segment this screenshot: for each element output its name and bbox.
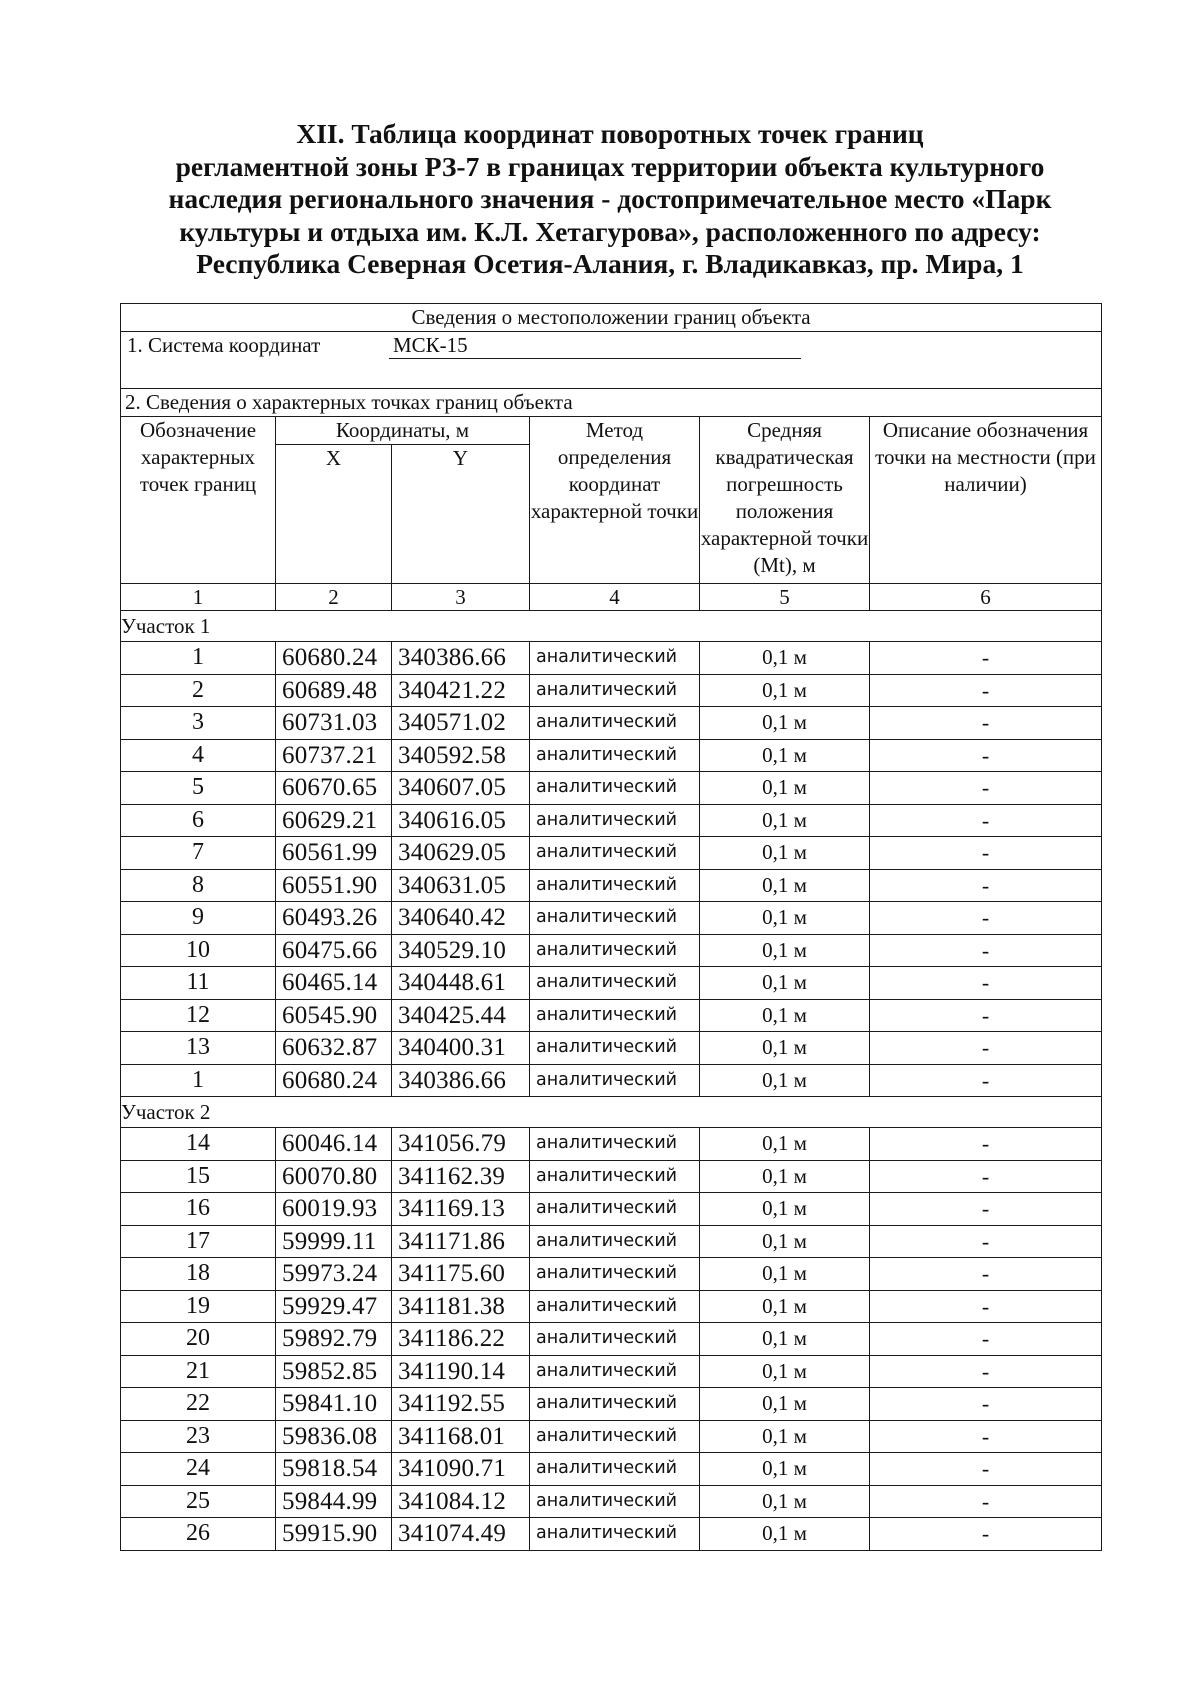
table-row [121, 902, 1102, 935]
section-label: Участок 2 [121, 1097, 1102, 1128]
accuracy-cell: 0,1 м [700, 1518, 870, 1551]
description-cell: - [870, 642, 1102, 675]
coord-system-value: МСК-15 [389, 332, 801, 359]
coord-y: 341192.55 [392, 1388, 530, 1421]
coord-y: 341169.13 [392, 1193, 530, 1226]
heading-line: наследия регионального значения - достопримечательное место «Парк [168, 183, 1052, 214]
point-number: 12 [121, 999, 276, 1032]
accuracy-cell: 0,1 м [700, 902, 870, 935]
point-number: 24 [121, 1453, 276, 1486]
method-cell: аналитический [530, 1128, 700, 1161]
description-cell: - [870, 1128, 1102, 1161]
coord-x: 60561.99 [276, 837, 392, 870]
coord-x: 60475.66 [276, 934, 392, 967]
method-cell: аналитический [530, 999, 700, 1032]
description-cell: - [870, 804, 1102, 837]
method-cell: аналитический [530, 739, 700, 772]
point-number: 22 [121, 1388, 276, 1421]
coord-y: 341074.49 [392, 1518, 530, 1551]
coord-y: 340631.05 [392, 869, 530, 902]
coord-x: 60046.14 [276, 1128, 392, 1161]
coord-y: 340421.22 [392, 674, 530, 707]
point-number: 9 [121, 902, 276, 935]
accuracy-cell: 0,1 м [700, 674, 870, 707]
coord-x: 59973.24 [276, 1258, 392, 1291]
point-number: 4 [121, 739, 276, 772]
method-cell: аналитический [530, 1420, 700, 1453]
description-cell: - [870, 1485, 1102, 1518]
description-cell: - [870, 1355, 1102, 1388]
coord-x: 60493.26 [276, 902, 392, 935]
point-number: 7 [121, 837, 276, 870]
method-cell: аналитический [530, 1290, 700, 1323]
method-cell: аналитический [530, 1323, 700, 1356]
point-number: 25 [121, 1485, 276, 1518]
coord-y: 341175.60 [392, 1258, 530, 1291]
description-cell: - [870, 1518, 1102, 1551]
coord-x: 60680.24 [276, 642, 392, 675]
coord-y: 340592.58 [392, 739, 530, 772]
coord-y: 341186.22 [392, 1323, 530, 1356]
table-row [121, 1518, 1102, 1551]
method-cell: аналитический [530, 902, 700, 935]
point-number: 18 [121, 1258, 276, 1291]
coord-x: 60670.65 [276, 772, 392, 805]
table-row [121, 967, 1102, 1000]
method-cell: аналитический [530, 642, 700, 675]
section-title: Сведения о местоположении границ объекта [121, 304, 1102, 332]
column-number: 1 [121, 584, 276, 611]
description-cell: - [870, 999, 1102, 1032]
column-number-row [121, 584, 1102, 611]
table-row [121, 837, 1102, 870]
header-description: Описание обозначения точки на местности (при наличии) [870, 417, 1102, 584]
table-row [121, 804, 1102, 837]
accuracy-cell: 0,1 м [700, 1064, 870, 1097]
table-row [121, 674, 1102, 707]
coord-x: 60070.80 [276, 1160, 392, 1193]
coord-y: 340629.05 [392, 837, 530, 870]
accuracy-cell: 0,1 м [700, 772, 870, 805]
coord-y: 341190.14 [392, 1355, 530, 1388]
method-cell: аналитический [530, 1388, 700, 1421]
description-cell: - [870, 739, 1102, 772]
header-y: Y [392, 445, 530, 584]
method-cell: аналитический [530, 1258, 700, 1291]
table-row [121, 869, 1102, 902]
coord-x: 59818.54 [276, 1453, 392, 1486]
method-cell: аналитический [530, 934, 700, 967]
method-cell: аналитический [530, 837, 700, 870]
table-row [121, 1323, 1102, 1356]
table-row [121, 1420, 1102, 1453]
method-cell: аналитический [530, 772, 700, 805]
table-row [121, 1064, 1102, 1097]
point-number: 23 [121, 1420, 276, 1453]
coord-x: 59844.99 [276, 1485, 392, 1518]
coord-y: 340386.66 [392, 642, 530, 675]
point-number: 16 [121, 1193, 276, 1226]
table-row [121, 999, 1102, 1032]
table-row [121, 1290, 1102, 1323]
coord-y: 341090.71 [392, 1453, 530, 1486]
accuracy-cell: 0,1 м [700, 837, 870, 870]
accuracy-cell: 0,1 м [700, 1420, 870, 1453]
coord-x: 59999.11 [276, 1225, 392, 1258]
accuracy-cell: 0,1 м [700, 1160, 870, 1193]
method-cell: аналитический [530, 804, 700, 837]
description-cell: - [870, 967, 1102, 1000]
section2-title: 2. Сведения о характерных точках границ объекта [121, 389, 1102, 417]
coord-x: 59929.47 [276, 1290, 392, 1323]
accuracy-cell: 0,1 м [700, 967, 870, 1000]
table-row [121, 772, 1102, 805]
heading-line: культуры и отдыха им. К.Л. Хетагурова», расположенного по адресу: [179, 215, 1041, 247]
table-row [121, 1453, 1102, 1486]
coord-y: 340607.05 [392, 772, 530, 805]
section-label: Участок 1 [121, 611, 1102, 642]
table-row [121, 707, 1102, 740]
point-number: 17 [121, 1225, 276, 1258]
coord-x: 60551.90 [276, 869, 392, 902]
coord-x: 59841.10 [276, 1388, 392, 1421]
table-row [121, 1258, 1102, 1291]
coord-y: 340448.61 [392, 967, 530, 1000]
description-cell: - [870, 1258, 1102, 1291]
description-cell: - [870, 1453, 1102, 1486]
description-cell: - [870, 1420, 1102, 1453]
point-number: 14 [121, 1128, 276, 1161]
point-number: 26 [121, 1518, 276, 1551]
description-cell: - [870, 1388, 1102, 1421]
method-cell: аналитический [530, 967, 700, 1000]
point-number: 8 [121, 869, 276, 902]
description-cell: - [870, 1032, 1102, 1065]
point-number: 2 [121, 674, 276, 707]
coord-x: 60465.14 [276, 967, 392, 1000]
coord-x: 60689.48 [276, 674, 392, 707]
accuracy-cell: 0,1 м [700, 1258, 870, 1291]
table-row [121, 1225, 1102, 1258]
accuracy-cell: 0,1 м [700, 1485, 870, 1518]
header-x: X [276, 445, 392, 584]
table-row [121, 1032, 1102, 1065]
column-number: 5 [700, 584, 870, 611]
point-number: 21 [121, 1355, 276, 1388]
description-cell: - [870, 1064, 1102, 1097]
description-cell: - [870, 1290, 1102, 1323]
accuracy-cell: 0,1 м [700, 1453, 870, 1486]
method-cell: аналитический [530, 1032, 700, 1065]
column-number: 3 [392, 584, 530, 611]
description-cell: - [870, 934, 1102, 967]
description-cell: - [870, 869, 1102, 902]
point-number: 1 [121, 642, 276, 675]
method-cell: аналитический [530, 1193, 700, 1226]
description-cell: - [870, 1160, 1102, 1193]
column-number: 6 [870, 584, 1102, 611]
table-row [121, 1160, 1102, 1193]
header-accuracy: Средняя квадратическая погрешность положения характерной точки (Mt), м [700, 417, 870, 584]
heading-line: XII. Таблица координат поворотных точек границ [296, 118, 924, 149]
description-cell: - [870, 772, 1102, 805]
method-cell: аналитический [530, 1064, 700, 1097]
header-point-designation: Обозначение характерных точек границ [121, 417, 276, 584]
header-method: Метод определения координат характерной точки [530, 417, 700, 584]
section-header-row [121, 611, 1102, 642]
coordinates-table [120, 303, 1102, 1551]
accuracy-cell: 0,1 м [700, 707, 870, 740]
accuracy-cell: 0,1 м [700, 739, 870, 772]
point-number: 19 [121, 1290, 276, 1323]
accuracy-cell: 0,1 м [700, 934, 870, 967]
coord-y: 341084.12 [392, 1485, 530, 1518]
accuracy-cell: 0,1 м [700, 1193, 870, 1226]
coord-y: 340400.31 [392, 1032, 530, 1065]
coord-x: 59915.90 [276, 1518, 392, 1551]
table-row [121, 1485, 1102, 1518]
coord-x: 60545.90 [276, 999, 392, 1032]
table-row [121, 1388, 1102, 1421]
accuracy-cell: 0,1 м [700, 1128, 870, 1161]
accuracy-cell: 0,1 м [700, 869, 870, 902]
description-cell: - [870, 674, 1102, 707]
accuracy-cell: 0,1 м [700, 1355, 870, 1388]
description-cell: - [870, 1225, 1102, 1258]
accuracy-cell: 0,1 м [700, 642, 870, 675]
heading-line: регламентной зоны РЗ-7 в границах территории объекта культурного [175, 150, 1045, 182]
point-number: 6 [121, 804, 276, 837]
coord-y: 341168.01 [392, 1420, 530, 1453]
accuracy-cell: 0,1 м [700, 1323, 870, 1356]
document-heading [120, 118, 1100, 281]
point-number: 11 [121, 967, 276, 1000]
coord-x: 60737.21 [276, 739, 392, 772]
coord-system-label: 1. Система координат [127, 333, 321, 357]
column-number: 2 [276, 584, 392, 611]
method-cell: аналитический [530, 869, 700, 902]
description-cell: - [870, 837, 1102, 870]
coord-y: 340640.42 [392, 902, 530, 935]
coord-x: 60680.24 [276, 1064, 392, 1097]
point-number: 3 [121, 707, 276, 740]
coord-system-row [121, 332, 1102, 389]
coord-y: 341162.39 [392, 1160, 530, 1193]
accuracy-cell: 0,1 м [700, 999, 870, 1032]
coord-y: 341056.79 [392, 1128, 530, 1161]
point-number: 1 [121, 1064, 276, 1097]
method-cell: аналитический [530, 1485, 700, 1518]
point-number: 15 [121, 1160, 276, 1193]
accuracy-cell: 0,1 м [700, 1388, 870, 1421]
method-cell: аналитический [530, 1355, 700, 1388]
accuracy-cell: 0,1 м [700, 1032, 870, 1065]
coord-x: 60632.87 [276, 1032, 392, 1065]
description-cell: - [870, 1193, 1102, 1226]
table-row [121, 739, 1102, 772]
accuracy-cell: 0,1 м [700, 804, 870, 837]
method-cell: аналитический [530, 1518, 700, 1551]
table-row [121, 934, 1102, 967]
coord-y: 340529.10 [392, 934, 530, 967]
column-number: 4 [530, 584, 700, 611]
coord-y: 341181.38 [392, 1290, 530, 1323]
header-coordinates: Координаты, м [276, 417, 530, 445]
method-cell: аналитический [530, 1225, 700, 1258]
point-number: 20 [121, 1323, 276, 1356]
description-cell: - [870, 902, 1102, 935]
table-row [121, 1193, 1102, 1226]
coord-y: 340571.02 [392, 707, 530, 740]
coord-x: 59892.79 [276, 1323, 392, 1356]
section-header-row [121, 1097, 1102, 1128]
coord-x: 60019.93 [276, 1193, 392, 1226]
heading-line: Республика Северная Осетия-Алания, г. Владикавказ, пр. Мира, 1 [196, 248, 1024, 279]
coord-x: 60731.03 [276, 707, 392, 740]
method-cell: аналитический [530, 1160, 700, 1193]
table-row [121, 1128, 1102, 1161]
description-cell: - [870, 1323, 1102, 1356]
coord-x: 59836.08 [276, 1420, 392, 1453]
description-cell: - [870, 707, 1102, 740]
coord-x: 59852.85 [276, 1355, 392, 1388]
method-cell: аналитический [530, 674, 700, 707]
accuracy-cell: 0,1 м [700, 1225, 870, 1258]
point-number: 10 [121, 934, 276, 967]
coord-y: 341171.86 [392, 1225, 530, 1258]
table-row [121, 642, 1102, 675]
coord-y: 340616.05 [392, 804, 530, 837]
coord-y: 340386.66 [392, 1064, 530, 1097]
accuracy-cell: 0,1 м [700, 1290, 870, 1323]
coord-x: 60629.21 [276, 804, 392, 837]
point-number: 13 [121, 1032, 276, 1065]
coord-y: 340425.44 [392, 999, 530, 1032]
point-number: 5 [121, 772, 276, 805]
table-row [121, 1355, 1102, 1388]
method-cell: аналитический [530, 1453, 700, 1486]
method-cell: аналитический [530, 707, 700, 740]
